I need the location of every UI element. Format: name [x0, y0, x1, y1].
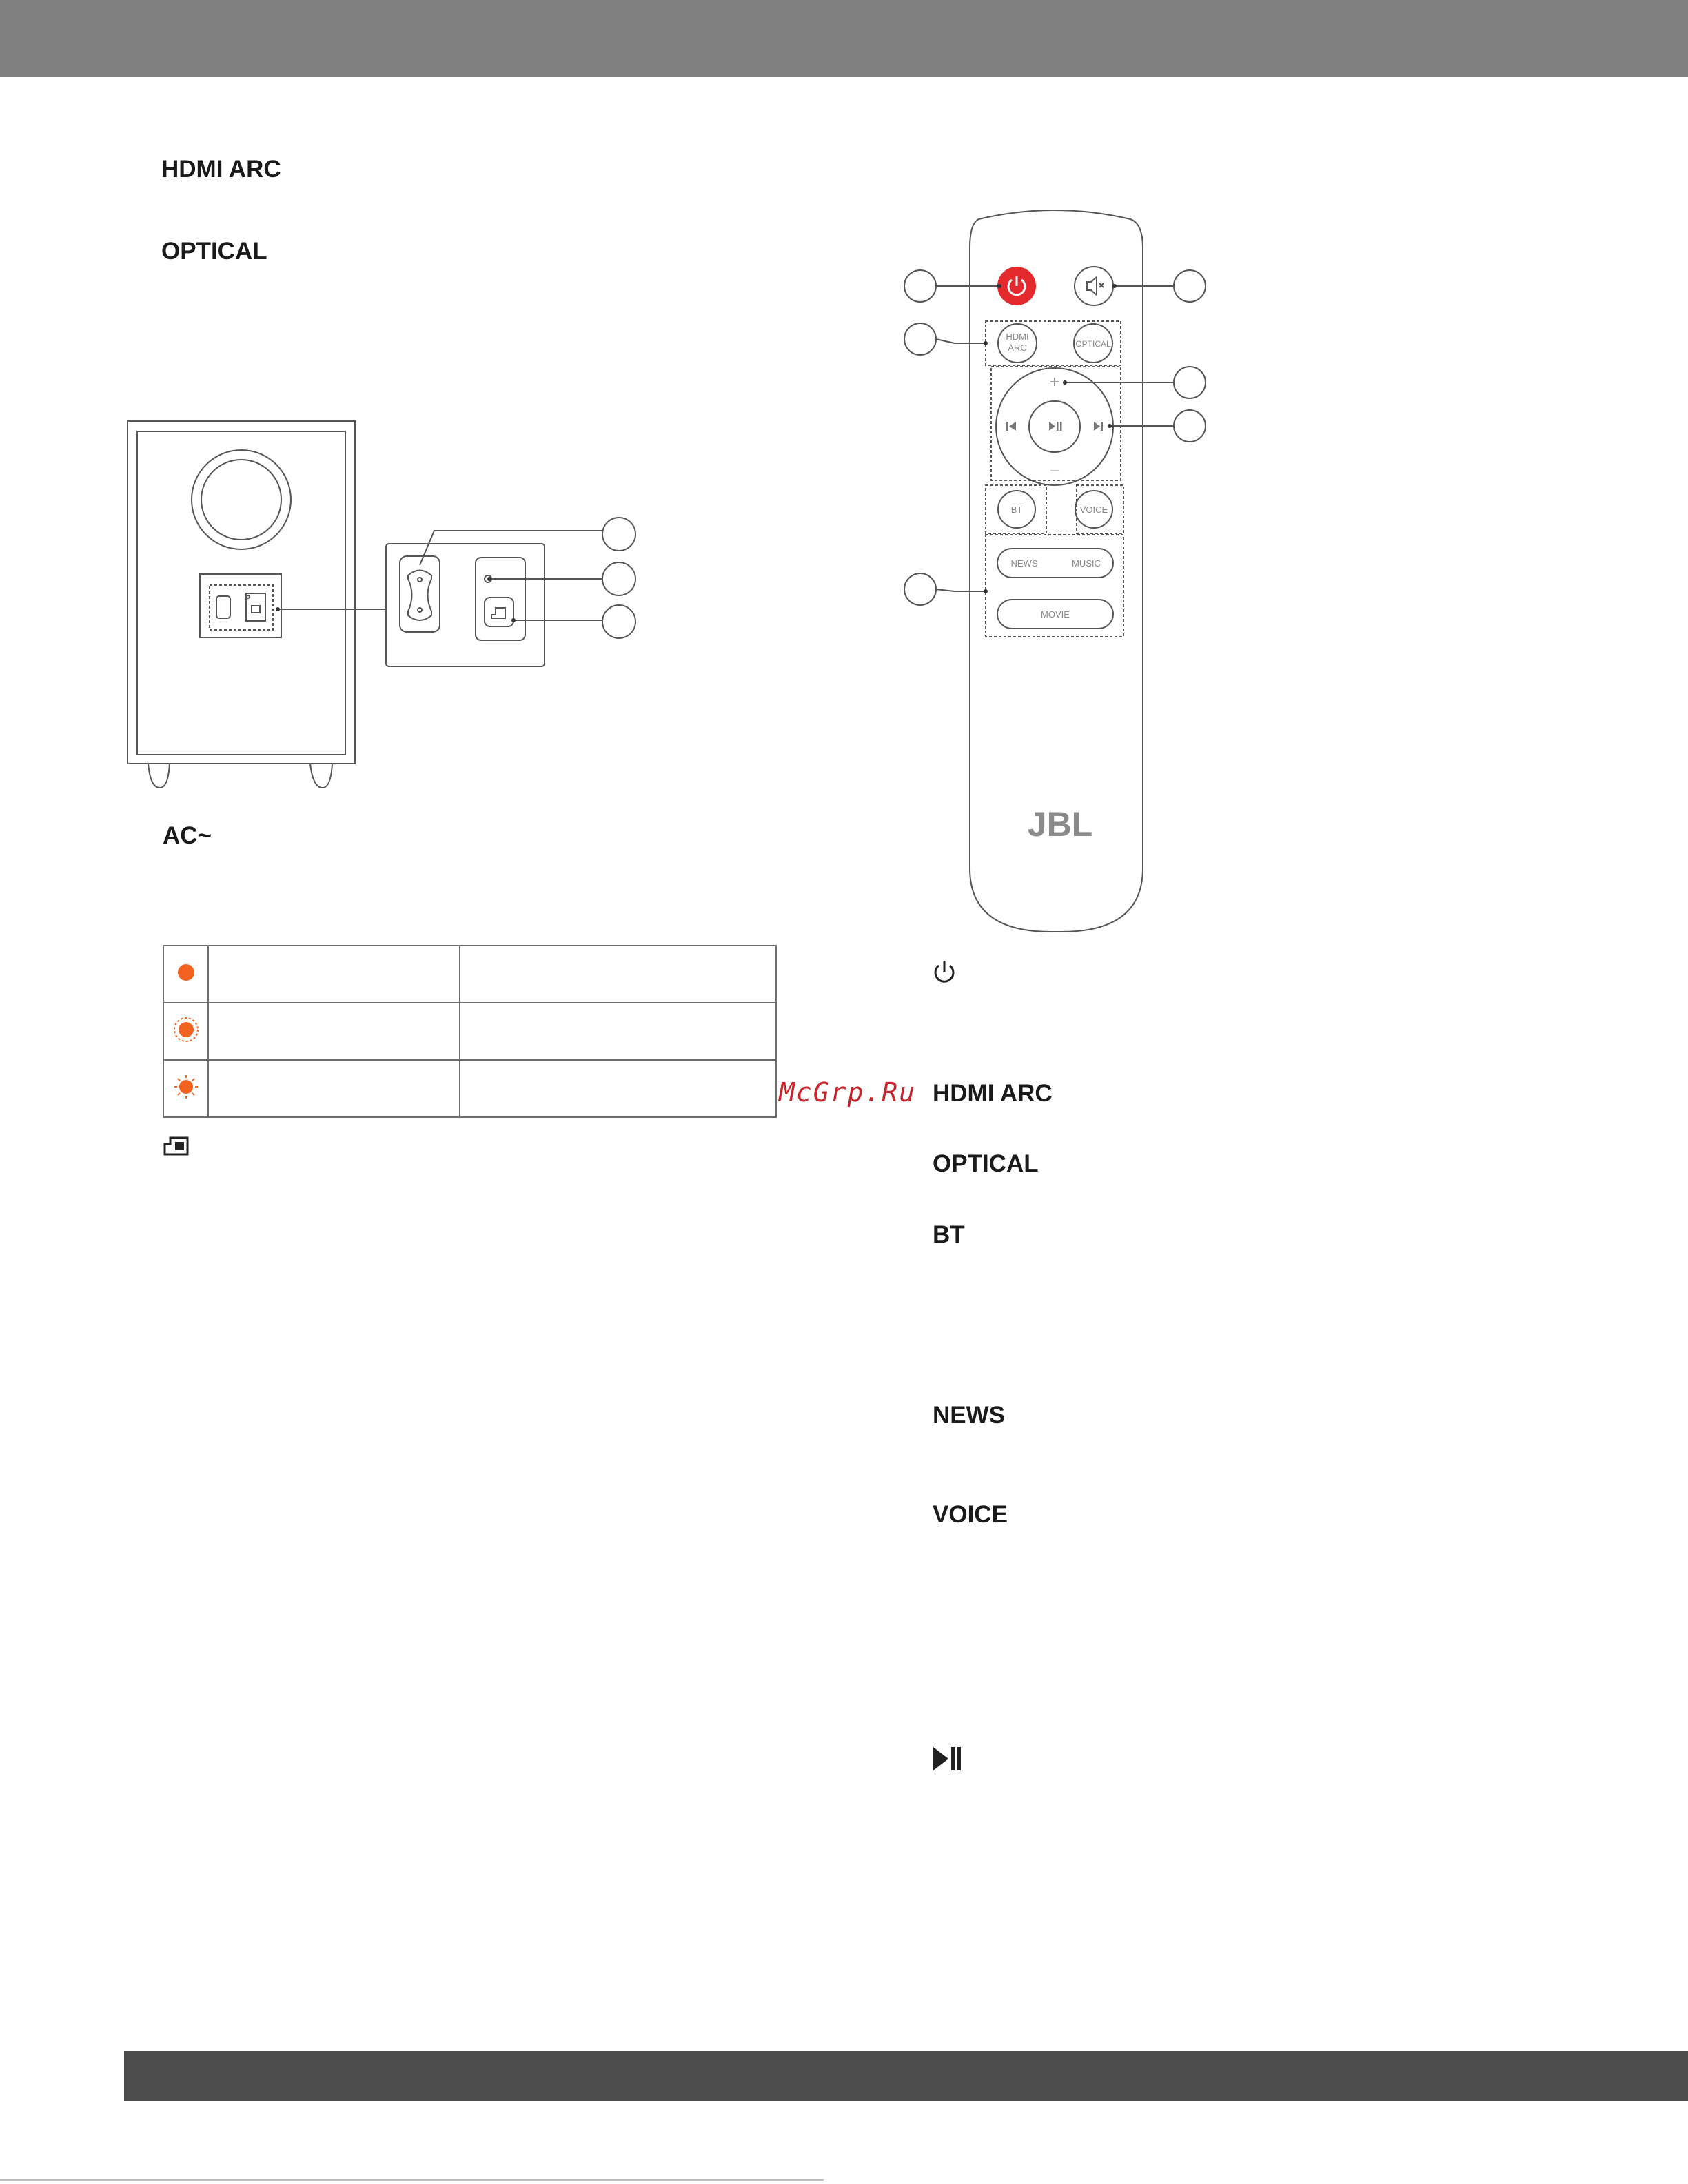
led-description-cell: [460, 1003, 776, 1060]
led-description-cell: [460, 946, 776, 1003]
led-state-cell: [208, 1003, 460, 1060]
slow-blinking-orange-led-icon: [163, 1060, 208, 1117]
news-description-label: NEWS: [933, 1402, 1005, 1429]
bt-description-label: BT: [933, 1221, 965, 1248]
table-row: [163, 1060, 776, 1117]
volume-up-button[interactable]: +: [1049, 373, 1060, 391]
led-status-table: [163, 945, 777, 1118]
volume-down-button[interactable]: –: [1050, 461, 1059, 478]
table-row: [163, 1003, 776, 1060]
subwoofer-diagram: [117, 410, 655, 796]
ac-label: AC~: [163, 822, 212, 849]
led-state-cell: [208, 1060, 460, 1117]
hdmi-arc-button-line2: ARC: [1008, 343, 1027, 353]
subwoofer-connect-icon: [163, 1134, 192, 1156]
voice-button[interactable]: VOICE: [1079, 504, 1108, 515]
optical-button[interactable]: OPTICAL: [1075, 339, 1111, 349]
fast-blinking-orange-led-icon: [163, 1003, 208, 1060]
movie-button[interactable]: MOVIE: [1041, 609, 1070, 620]
jbl-logo: JBL: [1027, 805, 1093, 844]
play-pause-icon: [932, 1746, 964, 1772]
led-state-cell: [208, 946, 460, 1003]
header-band: [0, 0, 1688, 77]
led-description-cell: [460, 1060, 776, 1117]
hdmi-arc-description-label: HDMI ARC: [933, 1080, 1053, 1107]
table-row: [163, 946, 776, 1003]
watermark: McGrp.Ru: [779, 1077, 917, 1108]
optical-description-label: OPTICAL: [933, 1150, 1039, 1177]
optical-label: OPTICAL: [161, 238, 267, 265]
bottom-rule: [0, 2179, 824, 2181]
remote-control-diagram: [896, 207, 1227, 937]
power-icon: [931, 958, 958, 986]
footer-band: [124, 2051, 1688, 2101]
solid-orange-led-icon: [163, 946, 208, 1003]
news-button[interactable]: NEWS: [1010, 558, 1038, 569]
hdmi-arc-button[interactable]: HDMI: [1006, 331, 1029, 342]
music-button[interactable]: MUSIC: [1072, 558, 1101, 569]
voice-description-label: VOICE: [933, 1501, 1008, 1528]
bt-button[interactable]: BT: [1010, 504, 1023, 515]
hdmi-arc-label: HDMI ARC: [161, 156, 281, 183]
